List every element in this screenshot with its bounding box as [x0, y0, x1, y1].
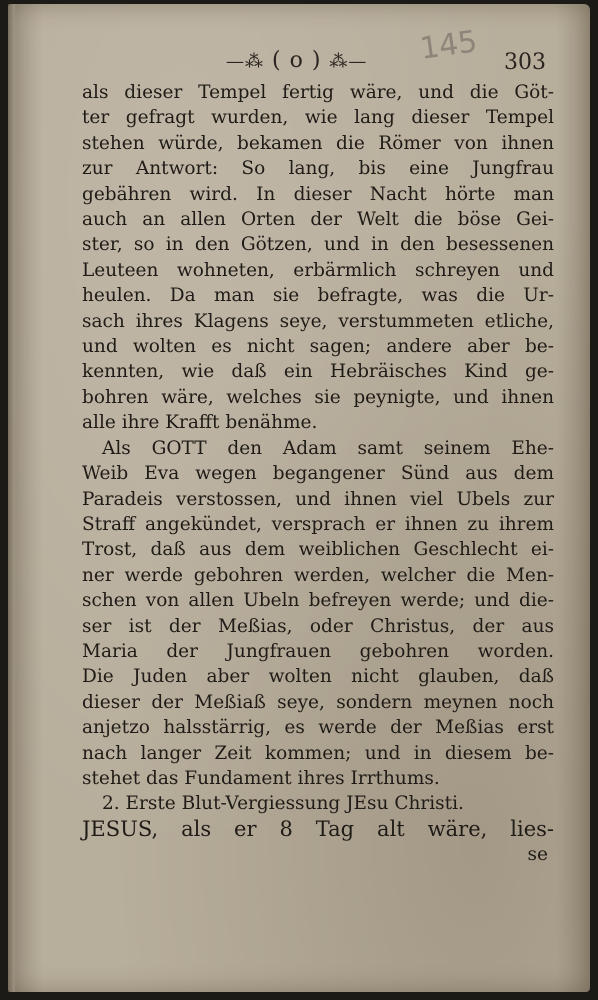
signature-mark: [226, 48, 367, 73]
text-line: Trost, daß aus dem weiblichen Geschlecht ei-: [82, 539, 554, 561]
text-line: JESUS, als er 8 Tag alt wäre, lies-: [82, 816, 554, 841]
text-line: gebähren wird. In dieser Nacht hörte man: [82, 183, 554, 205]
text-line: sach ihres Klagens seye, verstummeten etliche,: [82, 310, 554, 332]
text-line: kennten, wie daß ein Hebräisches Kind ge-: [82, 361, 554, 383]
text-line: schen von allen Ubeln befreyen werde; und die-: [82, 590, 554, 612]
section-heading: 2. Erste Blut-Vergiessung JEsu Christi.: [102, 793, 464, 815]
page-body-text: [82, 80, 554, 868]
text-line: Die Juden aber wolten nicht glauben, daß: [82, 666, 554, 688]
ornament-left: —⁂: [226, 51, 264, 72]
text-line: anjetzo halsstärrig, es werde der Meßias erst: [82, 717, 554, 739]
text-line: Als GOTT den Adam samt seinem Ehe-: [102, 437, 554, 459]
signature-text: ( o ): [272, 48, 322, 73]
page-header: [8, 24, 590, 82]
text-line: ster, so in den Götzen, und in den besessenen: [82, 234, 554, 256]
text-line: zur Antwort: So lang, bis eine Jungfrau: [82, 158, 554, 180]
page-number: 303: [504, 50, 546, 75]
text-line: nach langer Zeit kommen; und in diesem be-: [82, 742, 554, 764]
text-line: dieser der Meßiaß seye, sondern meynen noch: [82, 691, 554, 713]
text-line: stehen würde, bekamen die Römer von ihnen: [82, 132, 554, 154]
text-line: Weib Eva wegen begangener Sünd aus dem: [82, 463, 554, 485]
text-line: auch an allen Orten der Welt die böse Gei-: [82, 209, 554, 231]
text-line: Maria der Jungfrauen gebohren worden.: [82, 640, 554, 662]
text-line: Straff angekündet, versprach er ihnen zu ihrem: [82, 513, 554, 535]
text-line: Leuteen wohneten, erbärmlich schreyen und: [82, 259, 554, 281]
text-line: und wolten es nicht sagen; andere aber be-: [82, 336, 554, 358]
text-line: ner werde gebohren werden, welcher die Men-: [82, 564, 554, 586]
text-line: heulen. Da man sie befragte, was die Ur-: [82, 285, 554, 307]
text-line: ter gefragt wurden, wie lang dieser Tempel: [82, 107, 554, 129]
pencil-annotation: 145: [417, 24, 480, 67]
book-page: [8, 4, 590, 992]
text-line: Paradeis verstossen, und ihnen viel Ubels zur: [82, 488, 554, 510]
text-line: alle ihre Krafft benähme.: [82, 412, 318, 434]
text-line: bohren wäre, welches sie peynigte, und ihnen: [82, 386, 554, 408]
catchword: se: [527, 844, 548, 866]
text-line: stehet das Fundament ihres Irrthums.: [82, 767, 440, 789]
ornament-right: ⁂—: [329, 51, 368, 72]
text-line: ser ist der Meßias, oder Christus, der aus: [82, 615, 554, 637]
text-line: als dieser Tempel fertig wäre, und die Göt-: [82, 82, 554, 103]
